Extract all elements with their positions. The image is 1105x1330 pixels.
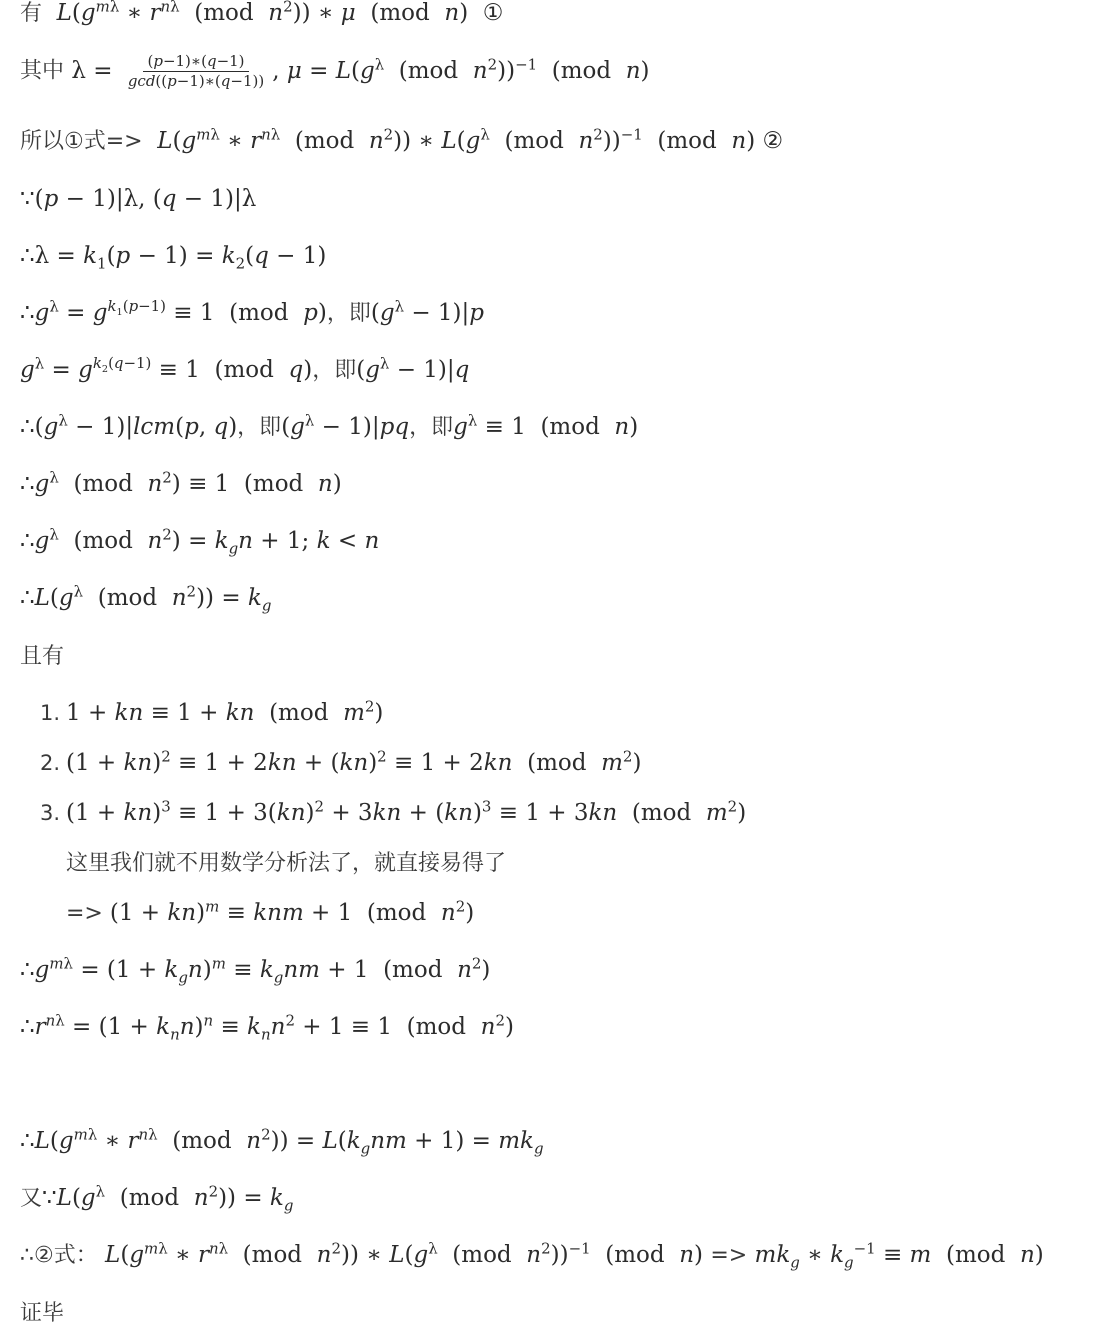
list-item-1: 1. 1 + kn ≡ 1 + kn (mod $m^2$) — [40, 697, 384, 726]
line-3 — [20, 125, 1095, 154]
line-4: ∵(p − 1)|λ, (q − 1)|λ — [20, 186, 257, 212]
math-expression: $L(g^{m\lambda}$ ∗ $r^{n\lambda}$ (mod $n^2$)) ∗ $L(g^\lambda$ (mod $n^2))^{-1}$ (mod n) ② — [157, 125, 784, 154]
line-10: $\therefore g^\lambda$ (mod $n^2) = k_gn + 1$; k < n — [20, 525, 380, 558]
cjk-prefix: 有 — [20, 1, 43, 26]
list-item-3: 3. (1 + kn)$^3$ ≡ 1 + 3(kn)$^2$ + 3kn + (kn)$^3$ ≡ 1 + 3kn (mod $m^2$) — [40, 797, 747, 826]
line-5: ∴λ = $k_1(p - 1) = k_2(q - 1)$ — [20, 243, 327, 273]
line-m5: ∴②式： $L(g^{m\lambda}$ ∗ $r^{n\lambda}$ (mod $n^2$)) ∗ $L(g^\lambda$ (mod $n^2))^{-1}$ (mod $n) => mk_g$ ∗ $k_g^{-1} \equiv m$ (mod n) — [20, 1239, 1044, 1272]
cjk-prefix: 所以①式=> — [20, 129, 143, 154]
math-expression: λ = $\frac{(p-1)∗(q-1)}{\gcd((p-1)∗(q-1))}$ , $\mu = L(g^\lambda$ (mod $n^2))^{-1}$ (mod n) — [71, 52, 650, 90]
list-number: 3. — [40, 801, 61, 825]
list-item-2: 2. (1 + kn)$^2$ ≡ 1 + 2kn + (kn)$^2$ ≡ 1 + 2kn (mod $m^2$) — [40, 747, 642, 776]
line-m3: $\therefore L(g^{m\lambda}$ ∗ $r^{n\lambda}$ (mod $n^2)) = L(k_gnm + 1) = mk_g$ — [20, 1125, 544, 1158]
line-m1: $\therefore g^{m\lambda} = (1 + k_gn)^m \equiv k_gnm + 1$ (mod $n^2$) — [20, 954, 491, 987]
conclusion: 证毕 — [20, 1301, 65, 1326]
implies-line: => (1 + kn)$^m$ ≡ knm + 1 (mod $n^2$) — [66, 897, 475, 926]
lambda-fraction: $\frac{(p-1)∗(q-1)}{\gcd((p-1)∗(q-1))}$ — [127, 52, 265, 90]
list-number: 2. — [40, 751, 61, 775]
line-12 — [20, 645, 1095, 668]
line-1 — [20, 2, 1095, 25]
line-2 — [20, 54, 1095, 89]
line-9: $\therefore g^\lambda$ (mod $n^2) \equiv 1$ (mod n) — [20, 468, 342, 497]
line-7: $g^\lambda = g^{k_2(q-1)} \equiv 1$ (mod q)，即$(g^\lambda - 1)|q$ — [20, 354, 470, 383]
note-text: 这里我们就不用数学分析法了，就直接易得了 — [66, 851, 507, 876]
line-11: $\therefore L(g^\lambda$ (mod $n^2)) = k_g$ — [20, 582, 272, 615]
math-expression: $L(g^{m\lambda}$ ∗ $r^{n\lambda}$ (mod $n^2$)) ∗ μ (mod n) ① — [56, 0, 504, 26]
line-m4: 又$\because L(g^\lambda$ (mod $n^2)) = k_g$ — [20, 1182, 294, 1215]
line-m2: $\therefore r^{n\lambda} = (1 + k_nn)^n \equiv k_nn^2 + 1 \equiv 1$ (mod $n^2$) — [20, 1011, 514, 1044]
and-have-label: 且有 — [20, 644, 65, 669]
line-8: $\therefore(g^\lambda - 1)|lcm(p$, q)，即$(g^\lambda - 1)|pq$，即$g^\lambda \equiv 1$ (mod n) — [20, 411, 639, 440]
cjk-prefix: 其中 — [20, 58, 65, 84]
line-6: $\therefore g^\lambda = g^{k_1(p-1)} \equiv 1$ (mod p)，即$(g^\lambda - 1)|p$ — [20, 297, 485, 326]
list-number: 1. — [40, 701, 61, 725]
